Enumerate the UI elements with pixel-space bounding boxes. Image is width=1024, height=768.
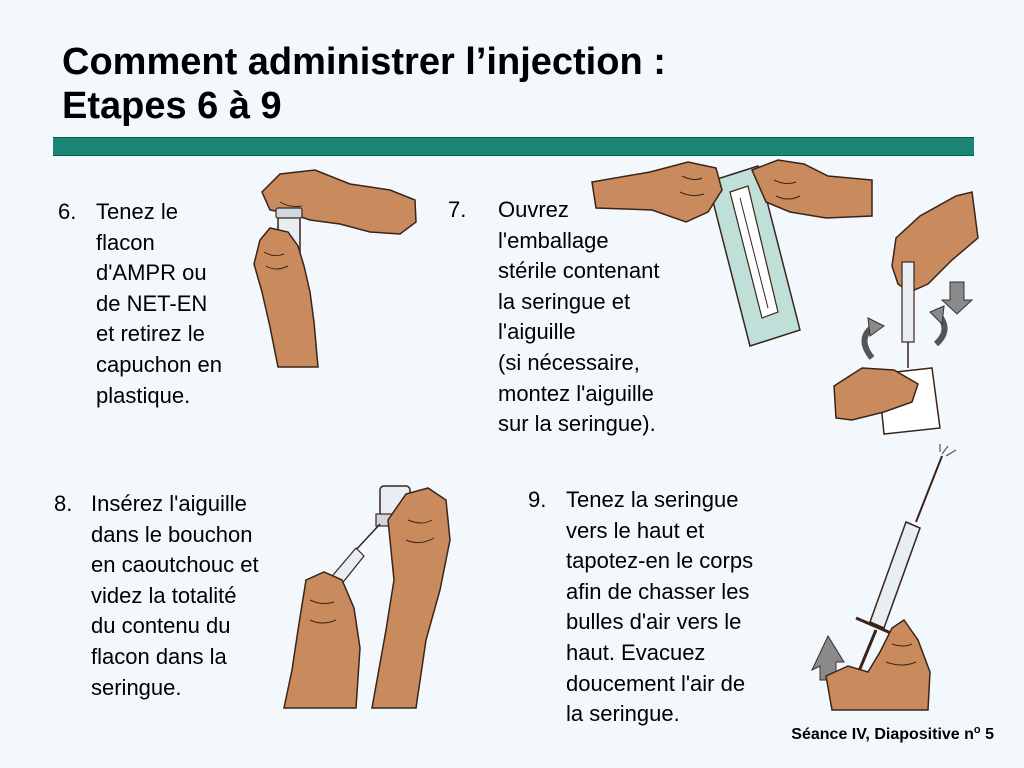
step-line: haut. Evacuez: [566, 639, 706, 665]
footer-superscript: o: [973, 724, 981, 736]
step-line: seringue.: [91, 674, 182, 700]
step-line: flacon: [96, 229, 155, 255]
hands-mounting-needle-illustration: [832, 188, 982, 438]
step-line: tapotez-en le corps: [566, 548, 754, 574]
step-number: 9.: [528, 487, 547, 512]
step-line: Ouvrez: [498, 197, 569, 222]
step-line: l'aiguille: [498, 319, 576, 345]
step-line: bulles d'air vers le: [566, 609, 742, 635]
step-number: 8.: [54, 491, 73, 516]
step-line: stérile contenant: [498, 258, 660, 284]
step-line: plastique.: [96, 382, 191, 408]
footer-prefix: Séance IV, Diapositive n: [791, 726, 974, 743]
step-body: [566, 485, 753, 730]
slide-title-line-2: Etapes 6 à 9: [62, 85, 282, 127]
step-line: et retirez le: [96, 321, 205, 347]
step-line: dans le bouchon: [91, 521, 253, 547]
step-line: la seringue.: [566, 701, 680, 727]
hands-filling-syringe-from-vial-illustration: [276, 480, 454, 712]
step-line: montez l'aiguille: [498, 380, 654, 406]
step-line: Tenez la seringue: [566, 487, 739, 512]
step-line: doucement l'air de: [566, 670, 746, 696]
footer-slide-number: 5: [985, 726, 994, 743]
step-line: afin de chasser les: [566, 578, 750, 604]
step-line: sur la seringue).: [498, 411, 656, 437]
step-line: videz la totalité: [91, 582, 237, 608]
step-line: Tenez le: [96, 199, 178, 224]
step-body: [96, 197, 222, 411]
slide-title: [62, 40, 962, 128]
step-number: 7.: [448, 197, 467, 222]
step-line: de NET-EN: [96, 290, 208, 316]
step-line: Insérez l'aiguille: [91, 491, 247, 516]
step-number: 6.: [58, 199, 77, 224]
step-line: (si nécessaire,: [498, 349, 640, 375]
step-line: capuchon en: [96, 351, 222, 377]
step-line: l'emballage: [498, 227, 609, 253]
step-line: d'AMPR ou: [96, 260, 207, 286]
step-body: [91, 489, 259, 703]
hands-removing-vial-cap-illustration: [240, 162, 420, 372]
step-line: la seringue et: [498, 288, 631, 314]
slide-footer: [791, 726, 994, 744]
slide-title-line-1: Comment administrer l’injection :: [62, 41, 666, 83]
step-line: vers le haut et: [566, 517, 705, 543]
step-line: en caoutchouc et: [91, 552, 259, 578]
hand-tapping-syringe-illustration: [808, 440, 968, 715]
step-line: flacon dans la: [91, 643, 227, 669]
step-line: du contenu du: [91, 613, 231, 639]
